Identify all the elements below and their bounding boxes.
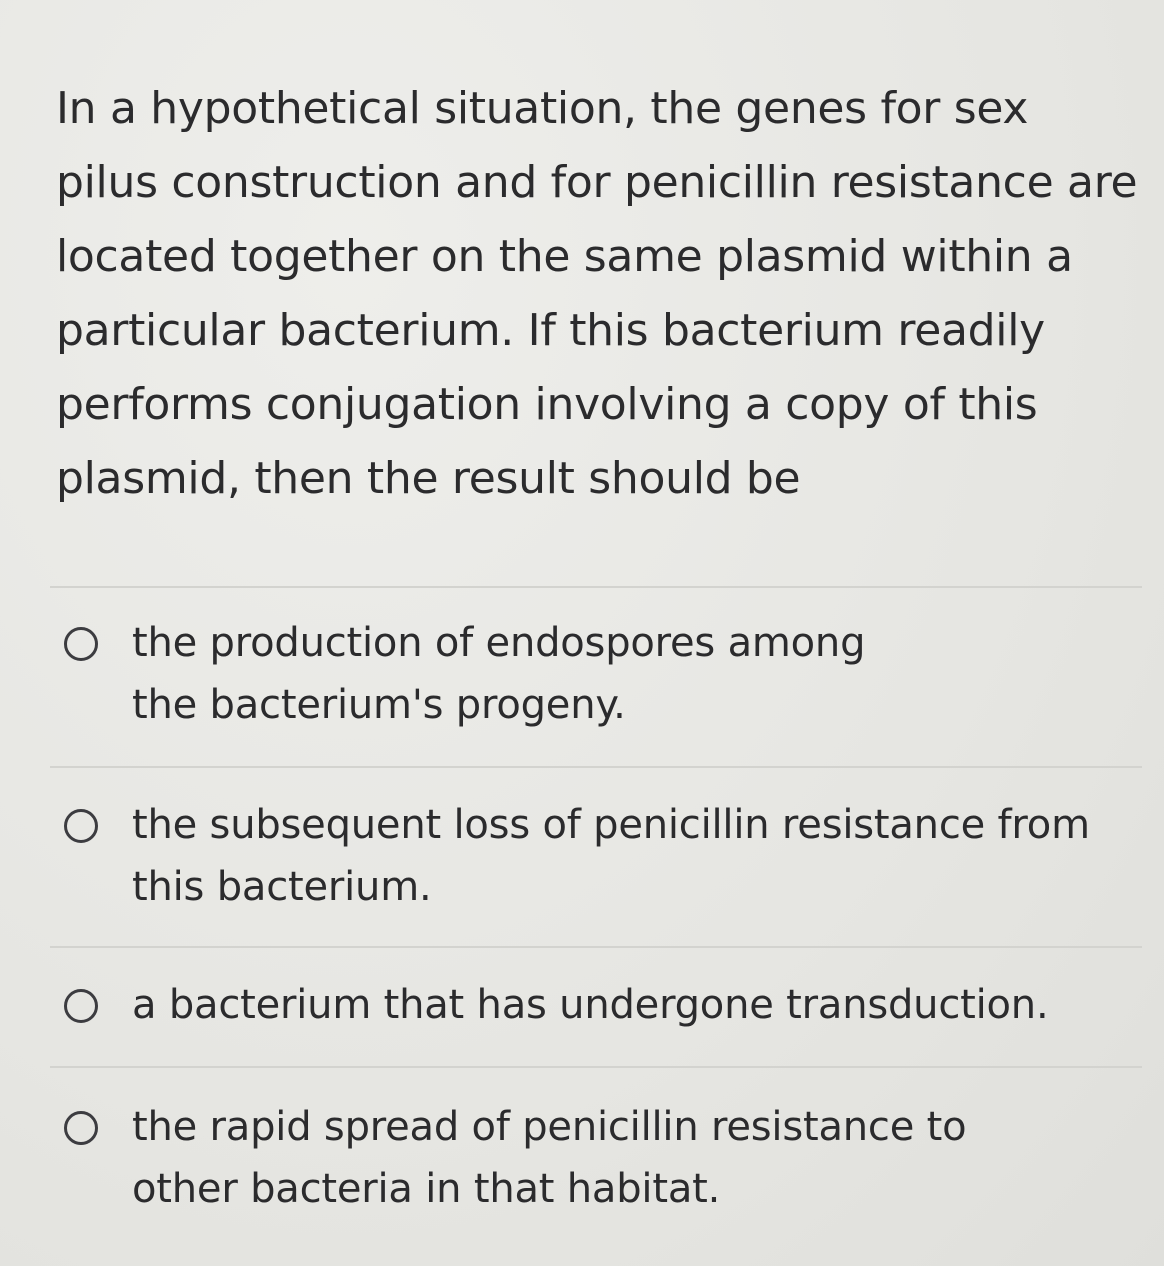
radio-unselected-icon[interactable] (64, 627, 98, 661)
divider (50, 1066, 1142, 1068)
radio-unselected-icon[interactable] (64, 1111, 98, 1145)
radio-unselected-icon[interactable] (64, 809, 98, 843)
divider (50, 586, 1142, 588)
answer-option-3[interactable] (64, 974, 1144, 1036)
answer-option-label: the rapid spread of penicillin resistance to other bacteria in that habitat. (132, 1104, 967, 1212)
answer-option-4[interactable] (64, 1096, 1144, 1220)
answer-option-label: the subsequent loss of penicillin resistance from this bacterium. (132, 802, 1090, 910)
answer-option-1[interactable] (64, 612, 1144, 736)
radio-unselected-icon[interactable] (64, 989, 98, 1023)
divider (50, 946, 1142, 948)
question-text: In a hypothetical situation, the genes for sex pilus construction and for penicillin resistance are located together on the same plasmid within a particular bacterium. If this bacterium readily performs conjugation involving a copy of this plasmid, then the result should be (56, 83, 1138, 504)
answer-option-label: the production of endospores among the bacterium's progeny. (132, 620, 866, 728)
divider (50, 766, 1142, 768)
answer-option-2[interactable] (64, 794, 1144, 918)
answer-option-label: a bacterium that has undergone transduction. (132, 982, 1049, 1028)
